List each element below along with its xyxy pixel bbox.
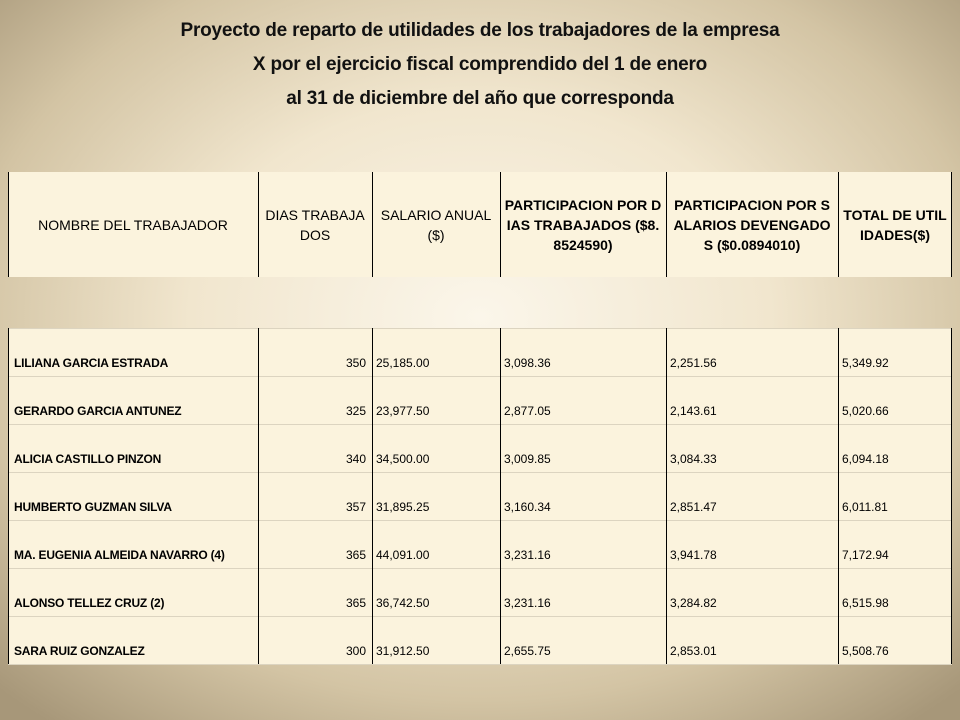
title-line-2: X por el ejercicio fiscal comprendido del 1 de enero [252, 54, 708, 75]
table-row [8, 376, 952, 424]
table-row [8, 616, 952, 664]
document-title [0, 14, 960, 116]
cell-dias: 357 [345, 500, 366, 514]
cell-part-salarios: 3,084.33 [670, 452, 717, 466]
cell-salario: 34,500.00 [376, 452, 430, 466]
cell-total: 5,349.92 [842, 356, 889, 370]
cell-nombre: ALONSO TELLEZ CRUZ (2) [14, 596, 165, 610]
header-salario: SALARIO ANUAL ($) [380, 206, 492, 243]
cell-nombre: ALICIA CASTILLO PINZON [14, 452, 162, 466]
cell-part-salarios: 2,851.47 [670, 500, 717, 514]
cell-part-dias: 3,160.34 [504, 500, 551, 514]
title-line-3: al 31 de diciembre del año que corresponda [286, 88, 674, 109]
cell-total: 5,508.76 [842, 644, 889, 658]
row-divider [8, 664, 952, 665]
cell-dias: 325 [345, 404, 366, 418]
table-row [8, 472, 952, 520]
table-row [8, 520, 952, 568]
cell-total: 7,172.94 [842, 548, 889, 562]
cell-part-dias: 3,231.16 [504, 596, 551, 610]
cell-salario: 44,091.00 [376, 548, 430, 562]
cell-total: 6,094.18 [842, 452, 889, 466]
cell-salario: 31,912.50 [376, 644, 430, 658]
cell-nombre: MA. EUGENIA ALMEIDA NAVARRO (4) [14, 548, 225, 562]
header-part-dias: PARTICIPACION POR DIAS TRABAJADOS ($8.8524590) [504, 196, 662, 253]
cell-nombre: GERARDO GARCIA ANTUNEZ [14, 404, 182, 418]
cell-part-salarios: 3,284.82 [670, 596, 717, 610]
title-line-1: Proyecto de reparto de utilidades de los trabajadores de la empresa [180, 20, 780, 41]
cell-part-salarios: 2,143.61 [670, 404, 717, 418]
cell-nombre: SARA RUIZ GONZALEZ [14, 644, 145, 658]
cell-dias: 340 [345, 452, 366, 466]
header-nombre: NOMBRE DEL TRABAJADOR [38, 216, 228, 233]
cell-total: 6,011.81 [842, 500, 888, 514]
cell-nombre: LILIANA GARCIA ESTRADA [14, 356, 169, 370]
cell-part-dias: 3,098.36 [504, 356, 551, 370]
cell-dias: 365 [345, 596, 366, 610]
cell-dias: 350 [345, 356, 366, 370]
cell-part-salarios: 2,251.56 [670, 356, 717, 370]
cell-salario: 31,895.25 [376, 500, 430, 514]
cell-salario: 25,185.00 [376, 356, 430, 370]
cell-dias: 300 [345, 644, 366, 658]
utilidades-table [8, 172, 952, 664]
cell-part-salarios: 3,941.78 [670, 548, 717, 562]
cell-salario: 36,742.50 [376, 596, 430, 610]
header-total: TOTAL DE UTILIDADES($) [843, 206, 947, 243]
cell-salario: 23,977.50 [376, 404, 430, 418]
header-dias: DIAS TRABAJADOS [265, 206, 365, 243]
cell-part-dias: 2,877.05 [504, 404, 551, 418]
table-row [8, 568, 952, 616]
table-row [8, 424, 952, 472]
cell-nombre: HUMBERTO GUZMAN SILVA [14, 500, 172, 514]
cell-total: 6,515.98 [842, 596, 889, 610]
cell-part-dias: 2,655.75 [504, 644, 551, 658]
cell-part-dias: 3,009.85 [504, 452, 551, 466]
cell-part-dias: 3,231.16 [504, 548, 551, 562]
cell-total: 5,020.66 [842, 404, 889, 418]
header-part-salarios: PARTICIPACION POR SALARIOS DEVENGADOS ($0.0894010) [673, 196, 831, 253]
cell-part-salarios: 2,853.01 [670, 644, 717, 658]
cell-dias: 365 [345, 548, 366, 562]
table-row [8, 328, 952, 376]
